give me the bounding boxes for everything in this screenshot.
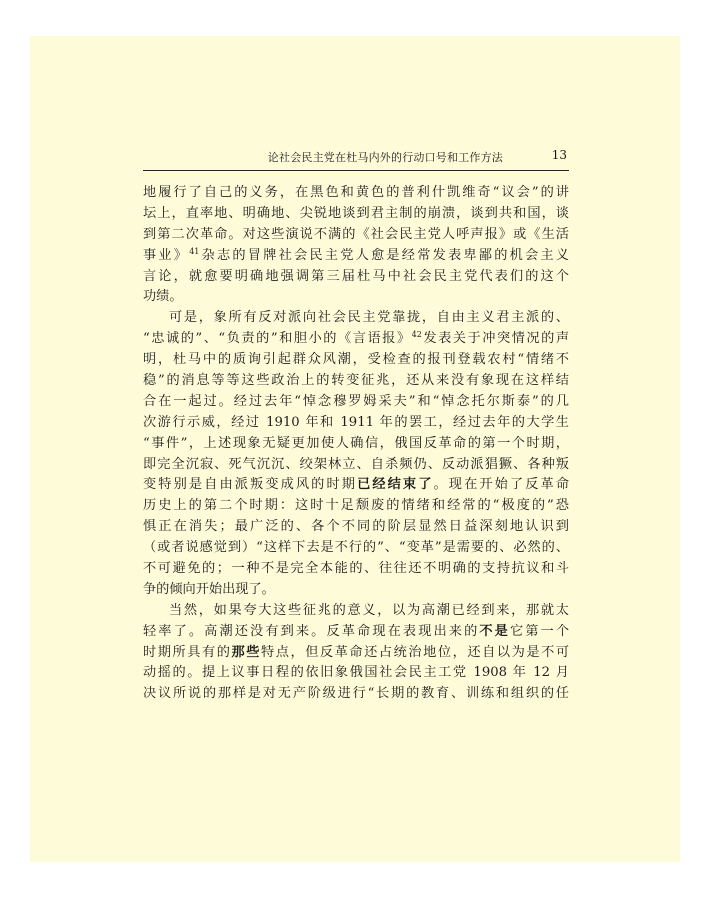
text-line: 次游行示威，经过 1910 年和 1911 年的罢工，经过去年的大学生: [143, 414, 569, 430]
footnote-marker: 41: [189, 246, 200, 256]
text-line: 言论，就愈要明确地强调第三届杜马中社会民主党代表们的这个: [143, 268, 569, 284]
running-header-title: 论社会民主党在杜马内外的行动口号和工作方法: [267, 151, 503, 164]
body-text: [143, 183, 569, 705]
text-segment: 事业》: [143, 247, 190, 263]
emphasis-text: 已经结束了: [357, 477, 434, 493]
text-segment: 杂志的冒牌社会民主党人愈是经常发表卑鄙的机会主义: [199, 247, 569, 263]
text-line: [143, 643, 569, 664]
emphasis-text: 那些: [231, 644, 261, 660]
text-line: 不可避免的；一种不是完全本能的、往往还不明确的支持抗议和斗: [143, 561, 569, 577]
emphasis-text: 不是: [479, 623, 510, 639]
text-line: 动摇的。提上议事日程的依旧象俄国社会民主工党 1908 年 12 月: [143, 665, 569, 681]
text-line: [143, 622, 569, 643]
paragraph-first-line: 当然，如果夸大这些征兆的意义，以为高潮已经到来，那就太: [169, 602, 569, 618]
paragraph-first-line: 可是，象所有反对派向社会民主党靠拢，自由主义君主派的、: [169, 310, 569, 326]
text-line: “事件”，上述现象无疑更加使人确信，俄国反革命的第一个时期，: [143, 435, 569, 451]
text-line: 争的倾向开始出现了。: [143, 581, 275, 597]
text-segment: 变特别是自由派叛变成风的时期: [143, 477, 358, 493]
text-segment: 时期所具有的: [143, 644, 232, 660]
text-line: 明，杜马中的质询引起群众风潮，受检查的报刊登载农村“情绪不: [143, 352, 569, 368]
text-line: 即完全沉寂、死气沉沉、绞架林立、自杀频仍、反动派猖獗、各种叛: [143, 456, 569, 472]
footnote-marker: 42: [411, 330, 422, 340]
text-segment: 特点，但反革命还占统治地位，还自以为是不可: [260, 644, 570, 660]
text-line: 决议所说的那样是对无产阶级进行“长期的教育、训练和组织的任: [143, 686, 569, 702]
text-line: 历史上的第二个时期：这时十足颓废的情绪和经常的“极度的”恐: [143, 498, 569, 514]
text-line: 地履行了自己的义务，在黑色和黄色的普利什凯维奇“议会”的讲: [143, 185, 569, 200]
text-line: [143, 329, 569, 350]
text-segment: 轻率了。高潮还没有到来。反革命现在表现出来的: [143, 623, 480, 639]
text-line: 坛上，直率地、明确地、尖锐地谈到君主制的崩溃，谈到共和国，谈: [143, 205, 569, 221]
text-line: 合在一起过。经过去年“悼念穆罗姆采夫”和“悼念托尔斯泰”的几: [143, 393, 569, 409]
text-line: （或者说感觉到）“这样下去是不行的”、“变革”是需要的、必然的、: [143, 540, 569, 556]
text-segment: 。现在开始了反革命: [433, 477, 570, 493]
text-segment: 发表关于冲突情况的声: [421, 331, 570, 347]
text-line: 到第二次革命。对这些演说不满的《社会民主党人呼声报》或《生活: [143, 226, 569, 242]
running-header: [143, 148, 569, 171]
text-line: [143, 475, 569, 496]
text-line: [143, 246, 569, 267]
text-segment: 它第一个: [509, 623, 570, 639]
text-line: 惧正在消失；最广泛的、各个不同的阶层显然日益深刻地认识到: [143, 519, 569, 535]
text-segment: “忠诚的”、“负责的”和胆小的《言语报》: [143, 331, 412, 347]
text-line: 功绩。: [143, 289, 183, 305]
page-number: 13: [551, 148, 567, 162]
text-line: 稳”的消息等等这些政治上的转变征兆，还从来没有象现在这样结: [143, 373, 569, 389]
